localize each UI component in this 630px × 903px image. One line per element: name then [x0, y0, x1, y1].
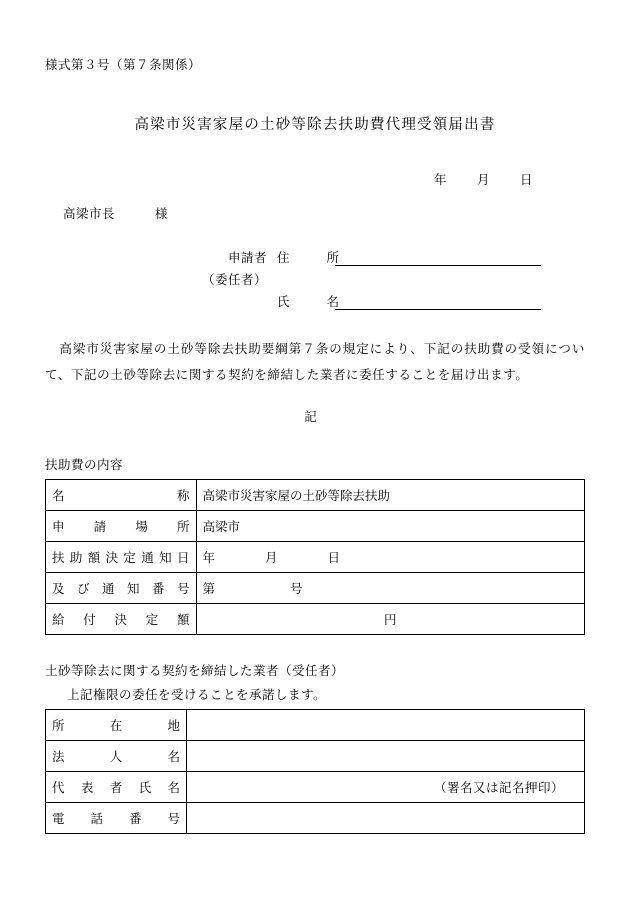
page-title: 高梁市災害家屋の土砂等除去扶助費代理受領届出書	[134, 117, 496, 133]
applicant-name-row	[45, 292, 585, 310]
date-year-label: 年	[433, 173, 447, 187]
applicant-name-input[interactable]	[335, 295, 541, 310]
row-label: 所 在 地	[46, 709, 187, 740]
row-value[interactable]: 円	[196, 603, 584, 634]
applicant-sub-label: （委任者）	[201, 273, 267, 287]
addressee	[45, 204, 585, 222]
applicant-address-row	[45, 248, 585, 266]
row-label: 給 付 決 定 額	[46, 603, 197, 634]
row-label: 及 び 通 知 番 号	[46, 572, 197, 603]
row-value[interactable]	[187, 709, 585, 740]
addressee-name: 高梁市長	[63, 207, 116, 221]
table-row	[46, 771, 585, 802]
row-label: 扶助額決定通知日	[46, 541, 197, 572]
row-value[interactable]: 年 月 日	[196, 541, 584, 572]
section-one-label: 扶助費の内容	[45, 457, 124, 472]
body-paragraph-text: 高梁市災害家屋の土砂等除去扶助要綱第７条の規定により、下記の扶助費の受領について、下記の土砂等除去に関する契約を締結した業者に委任することを届け出ます。	[45, 342, 585, 383]
date-line	[45, 170, 585, 188]
table-row	[46, 541, 585, 572]
contractor-table	[45, 709, 585, 834]
table-row	[46, 740, 585, 771]
row-value[interactable]: 高梁市災害家屋の土砂等除去扶助	[196, 479, 584, 510]
applicant-name-label: 氏 名	[277, 295, 344, 309]
row-value[interactable]	[187, 740, 585, 771]
body-paragraph	[45, 336, 585, 389]
date-month-label: 月	[476, 173, 490, 187]
row-label: 法 人 名	[46, 740, 187, 771]
section-two-label: 土砂等除去に関する契約を締結した業者（受任者）	[45, 663, 345, 678]
table-row	[46, 802, 585, 833]
table-row	[46, 572, 585, 603]
row-value[interactable]: 第 号	[196, 572, 584, 603]
addressee-honorific: 様	[155, 207, 169, 221]
applicant-address-label: 住 所	[277, 251, 344, 265]
applicant-lead-label: 申請者	[227, 251, 267, 265]
section-two-note: 上記権限の委任を受けることを承諾します。	[67, 687, 327, 702]
seal-note: （署名又は記名押印）	[433, 780, 564, 795]
row-value[interactable]	[187, 802, 585, 833]
form-number: 様式第３号（第７条関係）	[45, 58, 202, 72]
table-row	[46, 510, 585, 541]
table-row	[46, 479, 585, 510]
ki-mark: 記	[304, 409, 318, 424]
applicant-address-input[interactable]	[335, 251, 541, 266]
applicant-block	[45, 248, 585, 310]
subsidy-content-table	[45, 479, 585, 635]
table-row	[46, 603, 585, 634]
applicant-sub-row	[45, 270, 585, 288]
row-label: 電 話 番 号	[46, 802, 187, 833]
row-value[interactable]: 高梁市	[196, 510, 584, 541]
date-day-label: 日	[519, 173, 533, 187]
row-label: 代 表 者 氏 名	[46, 771, 187, 802]
row-value[interactable]	[187, 771, 585, 802]
table-row	[46, 709, 585, 740]
row-label: 名 称	[46, 479, 197, 510]
row-label: 申 請 場 所	[46, 510, 197, 541]
